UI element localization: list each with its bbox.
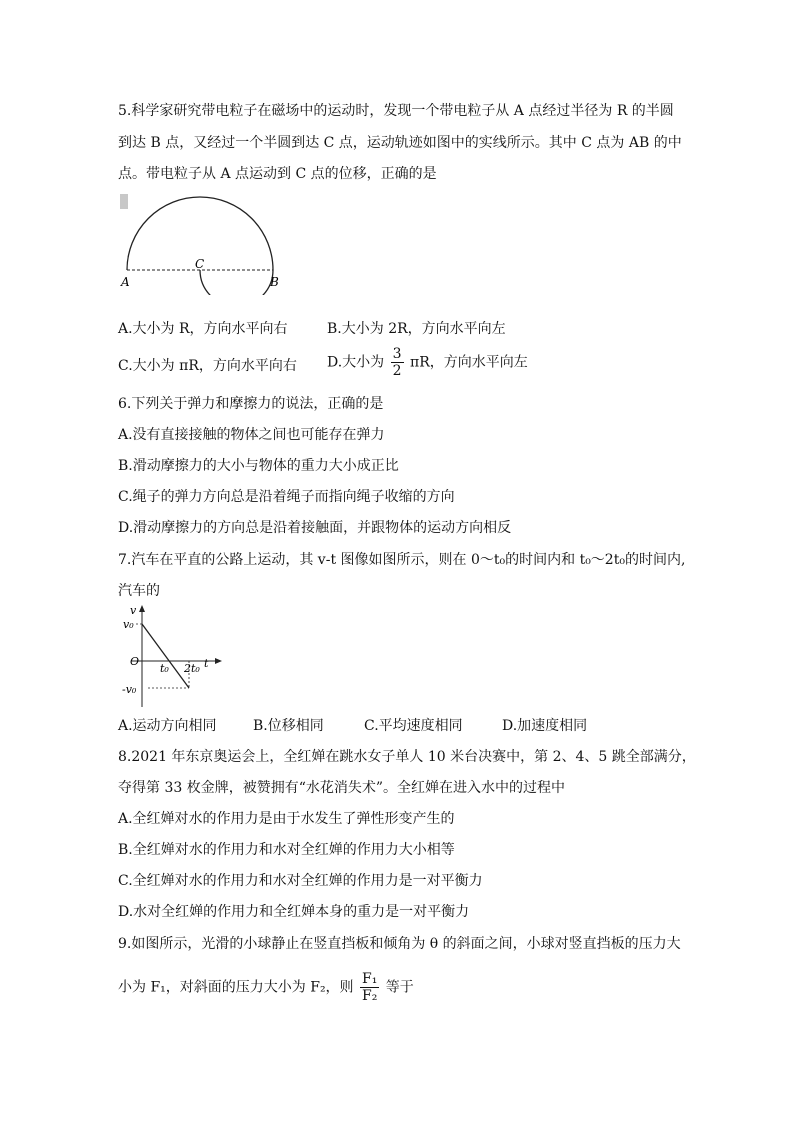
image-placeholder-marker xyxy=(120,194,128,209)
q9-line-2-suffix: 等于 xyxy=(385,979,414,996)
q5-trajectory-figure xyxy=(115,190,290,295)
neg-v0-label: -v₀ xyxy=(122,683,137,696)
q8-option-c: C.全红婵对水的作用力和水对全红婵的作用力是一对平衡力 xyxy=(118,873,483,889)
q9-force-ratio xyxy=(360,971,379,1004)
fraction-numerator: 3 xyxy=(392,346,402,362)
q8-stem-line-2: 夺得第 33 枚金牌，被赞拥有“水花消失术”。全红婵在进入水中的过程中 xyxy=(118,780,566,796)
q7-option-d: D.加速度相同 xyxy=(502,718,588,734)
q7-option-b: B.位移相同 xyxy=(253,718,324,734)
t0-label: t₀ xyxy=(160,662,169,675)
q6-option-a: A.没有直接接触的物体之间也可能存在弹力 xyxy=(118,427,385,443)
q9-line-2-prefix: 小为 F₁，对斜面的压力大小为 F₂，则 xyxy=(118,979,354,996)
q5-stem-line-1: 5.科学家研究带电粒子在磁场中的运动时，发现一个带电粒子从 A 点经过半径为 R 的半圆 xyxy=(118,103,674,119)
q5-option-a: A.大小为 R，方向水平向右 xyxy=(118,321,288,337)
q6-option-c: C.绳子的弹力方向总是沿着绳子而指向绳子收缩的方向 xyxy=(118,489,455,505)
velocity-line xyxy=(142,624,189,688)
q7-option-a: A.运动方向相同 xyxy=(118,718,217,734)
q6-option-b: B.滑动摩擦力的大小与物体的重力大小成正比 xyxy=(118,458,399,474)
q5-stem-line-2: 到达 B 点，又经过一个半圆到达 C 点，运动轨迹如图中的实线所示。其中 C 点为 AB 的中 xyxy=(118,135,682,151)
q7-vt-graph xyxy=(118,602,228,712)
q8-option-a: A.全红婵对水的作用力是由于水发生了弹性形变产生的 xyxy=(118,811,455,827)
q6-option-d: D.滑动摩擦力的方向总是沿着接触面，并跟物体的运动方向相反 xyxy=(118,520,512,536)
v-axis-label: v xyxy=(130,604,137,617)
q8-option-b: B.全红婵对水的作用力和水对全红婵的作用力大小相等 xyxy=(118,842,455,858)
q5-option-c: C.大小为 πR，方向水平向右 xyxy=(118,358,297,374)
label-a: A xyxy=(121,275,130,289)
q5-option-d-fraction xyxy=(391,346,404,379)
origin-label: O xyxy=(130,655,140,668)
two-t0-label: 2t₀ xyxy=(184,662,200,675)
q5-option-b: B.大小为 2R，方向水平向左 xyxy=(327,321,506,337)
q5-option-d xyxy=(327,346,528,379)
small-semicircle xyxy=(200,270,273,295)
q7-stem-line-1: 7.汽车在平直的公路上运动，其 v-t 图像如图所示，则在 0～t₀的时间内和 t₀～2t₀的时间内, xyxy=(118,552,686,568)
v-axis-arrow xyxy=(139,605,145,612)
label-b: B xyxy=(270,275,279,289)
fraction-denominator: 2 xyxy=(392,363,402,379)
q6-stem: 6.下列关于弹力和摩擦力的说法，正确的是 xyxy=(118,396,384,412)
q8-option-d: D.水对全红婵的作用力和全红婵本身的重力是一对平衡力 xyxy=(118,904,470,920)
q9-stem-line-1: 9.如图所示，光滑的小球静止在竖直挡板和倾角为 θ 的斜面之间，小球对竖直挡板的压力大 xyxy=(118,936,681,952)
fraction-denominator: F₂ xyxy=(362,988,378,1004)
q5-option-d-prefix: D.大小为 xyxy=(327,354,385,371)
fraction-numerator: F₁ xyxy=(362,971,378,987)
label-c: C xyxy=(195,257,205,271)
q8-stem-line-1: 8.2021 年东京奥运会上，全红婵在跳水女子单人 10 米台决赛中，第 2、4、5 跳全部满分， xyxy=(118,749,696,765)
v0-label: v₀ xyxy=(123,618,134,631)
q9-stem-line-2 xyxy=(118,971,414,1004)
t-axis-arrow xyxy=(215,658,222,664)
q7-stem-line-2: 汽车的 xyxy=(118,583,160,599)
q5-stem-line-3: 点。带电粒子从 A 点运动到 C 点的位移，正确的是 xyxy=(118,166,437,182)
q5-option-d-suffix: πR，方向水平向左 xyxy=(410,354,528,371)
t-axis-label: t xyxy=(204,657,209,670)
q7-option-c: C.平均速度相同 xyxy=(364,718,463,734)
